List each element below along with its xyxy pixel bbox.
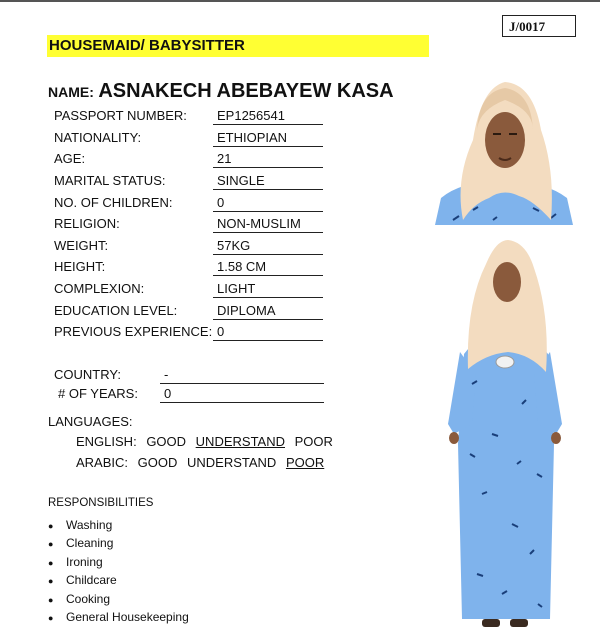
bullet-icon: ● (48, 557, 54, 568)
job-title: HOUSEMAID/ BABYSITTER (47, 35, 429, 57)
full-body-photo (442, 234, 568, 630)
years-label: # OF YEARS: (58, 386, 138, 401)
reference-number-box: J/0017 (502, 15, 576, 37)
list-item: ● Cooking (48, 590, 189, 608)
list-item: ● Washing (48, 516, 189, 534)
bullet-icon: ● (48, 521, 54, 531)
bullet-icon: ● (48, 594, 54, 605)
list-item: ● General Housekeeping (48, 608, 189, 626)
bullet-icon: ● (48, 576, 54, 587)
language-name: ENGLISH: (76, 434, 137, 449)
religion-label: RELIGION: (54, 216, 120, 231)
complexion-label: COMPLEXION: (54, 281, 145, 296)
language-row-arabic (76, 455, 330, 470)
complexion-value: LIGHT (213, 280, 323, 298)
age-label: AGE: (54, 151, 86, 166)
weight-value: 57KG (213, 237, 323, 255)
name-label: NAME: (48, 84, 94, 100)
level-poor: POOR (294, 434, 333, 449)
language-name: ARABIC: (76, 455, 129, 470)
level-understand-selected: UNDERSTAND (195, 434, 285, 449)
education-value: DIPLOMA (213, 302, 323, 320)
years-value: 0 (160, 385, 324, 403)
marital-status-value: SINGLE (213, 172, 323, 190)
height-value: 1.58 CM (213, 258, 323, 276)
language-row-english (76, 434, 339, 449)
height-label: HEIGHT: (54, 259, 106, 274)
age-value: 21 (213, 150, 323, 168)
level-good: GOOD (137, 455, 178, 470)
list-item: ● Childcare (48, 571, 189, 589)
experience-value: 0 (213, 323, 323, 341)
list-item: ● Cleaning (48, 534, 189, 552)
passport-number-label: PASSPORT NUMBER: (54, 108, 187, 123)
responsibilities-list (48, 516, 189, 626)
country-label: COUNTRY: (54, 367, 121, 382)
level-understand: UNDERSTAND (187, 455, 277, 470)
languages-heading: LANGUAGES: (48, 414, 133, 429)
responsibilities-heading: RESPONSIBILITIES (48, 497, 154, 509)
level-good: GOOD (146, 434, 187, 449)
portrait-photo (433, 70, 573, 225)
bullet-icon: ● (48, 612, 54, 623)
level-poor-selected: POOR (285, 455, 325, 470)
experience-label: PREVIOUS EXPERIENCE: (54, 324, 213, 339)
marital-status-label: MARITAL STATUS: (54, 173, 166, 188)
children-value: 0 (213, 194, 323, 212)
nationality-label: NATIONALITY: (54, 130, 142, 145)
education-label: EDUCATION LEVEL: (54, 303, 178, 318)
passport-number-value: EP1256541 (213, 107, 323, 125)
bullet-icon: ● (48, 539, 54, 550)
candidate-name: ASNAKECH ABEBAYEW KASA (98, 80, 394, 102)
religion-value: NON-MUSLIM (213, 215, 323, 233)
children-label: NO. OF CHILDREN: (54, 195, 173, 210)
nationality-value: ETHIOPIAN (213, 129, 323, 147)
list-item: ● Ironing (48, 553, 189, 571)
country-value: - (160, 366, 324, 384)
top-border (0, 0, 600, 2)
name-row (48, 80, 394, 103)
weight-label: WEIGHT: (54, 238, 109, 253)
